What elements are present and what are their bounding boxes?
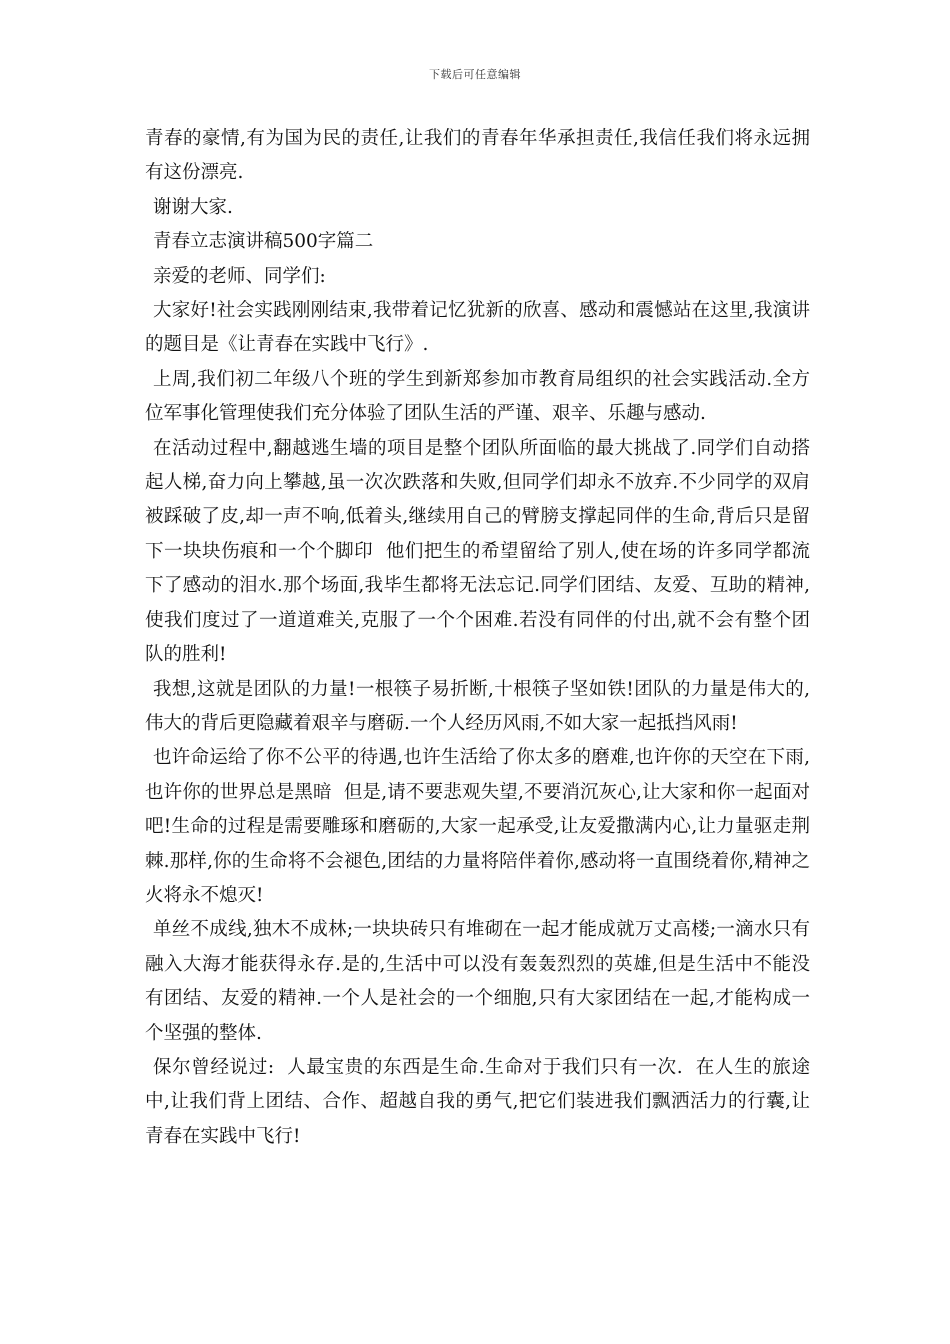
paragraph-intro: 大家好!社会实践刚刚结束,我带着记忆犹新的欣喜、感动和震憾站在这里,我演讲的题目是《让青春在实践中飞行》. bbox=[145, 300, 810, 356]
page-header: 下载后可任意编辑 bbox=[429, 68, 521, 81]
paragraph-thanks: 谢谢大家. bbox=[153, 196, 233, 218]
paragraph-encouragement: 也许命运给了你不公平的待遇,也许生活给了你太多的磨难,也许你的天空在下雨,也许你的世界总是黑暗 但是,请不要悲观失望,不要消沉灰心,让大家和你一起面对吧!生命的过程是需要雕琢和磨砺的,大家一起承受,让友爱撒满内心,让力量驱走荆棘.那样,你的生命将不会褪色,团结的力量将陪伴着你,感动将一直围绕着你,精神之火将永不熄灭! bbox=[145, 747, 810, 906]
paragraph-conclusion: 保尔曾经说过: 人最宝贵的东西是生命.生命对于我们只有一次. 在人生的旅途中,让我们背上团结、合作、超越自我的勇气,把它们装进我们飘洒活力的行囊,让青春在实践中飞行! bbox=[145, 1056, 810, 1147]
paragraph-team-power: 我想,这就是团队的力量!一根筷子易折断,十根筷子坚如铁!团队的力量是伟大的,伟大的背后更隐藏着艰辛与磨砺.一个人经历风雨,不如大家一起抵挡风雨! bbox=[145, 678, 810, 734]
salutation: 亲爱的老师、同学们: bbox=[153, 265, 326, 287]
paragraph-continuation: 青春的豪情,有为国为民的责任,让我们的青春年华承担责任,我信任我们将永远拥有这份漂亮. bbox=[145, 128, 810, 184]
paragraph-unity: 单丝不成线,独木不成林;一块块砖只有堆砌在一起才能成就万丈高楼;一滴水只有融入大海才能获得永存.是的,生活中可以没有轰轰烈烈的英雄,但是生活中不能没有团结、友爱的精神.一个人是社会的一个细胞,只有大家团结在一起,才能构成一个坚强的整体. bbox=[145, 919, 810, 1044]
paragraph-activity: 在活动过程中,翻越逃生墙的项目是整个团队所面临的最大挑战了.同学们自动搭起人梯,奋力向上攀越,虽一次次跌落和失败,但同学们却永不放弃.不少同学的双肩被踩破了皮,却一声不响,低着头,继续用自己的臂膀支撑起同伴的生命,背后只是留下一块块伤痕和一个个脚印 他们把生的希望留给了别人,使在场的许多同学都流下了感动的泪水.那个场面,我毕生都将无法忘记.同学们团结、友爱、互助的精神,使我们度过了一道道难关,克服了一个个困难.若没有同伴的付出,就不会有整个团队的胜利! bbox=[145, 437, 810, 666]
paragraph-last-week: 上周,我们初二年级八个班的学生到新郑参加市教育局组织的社会实践活动.全方位军事化管理使我们充分体验了团队生活的严谨、艰辛、乐趣与感动. bbox=[145, 368, 810, 425]
document-body bbox=[145, 122, 810, 1154]
section-title: 青春立志演讲稿500字篇二 bbox=[153, 231, 374, 253]
